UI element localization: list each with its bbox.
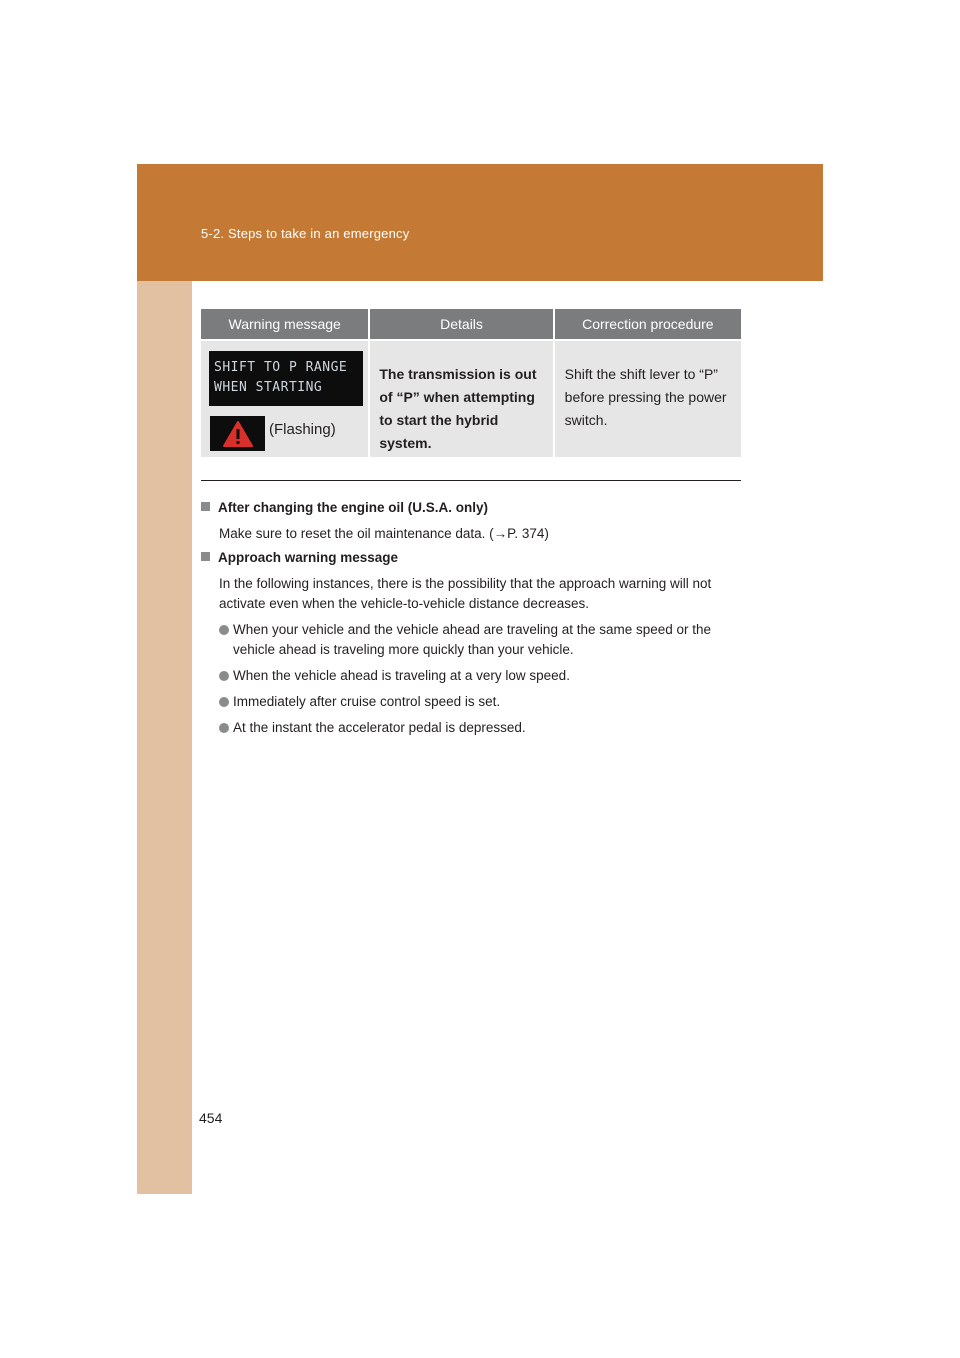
bullet-dot-icon bbox=[219, 697, 229, 707]
correction-cell bbox=[555, 339, 741, 457]
details-text: The transmission is out of “P” when attempting to start the hybrid system. bbox=[379, 366, 537, 451]
bullet-dot-icon bbox=[219, 625, 229, 635]
table-header bbox=[201, 309, 741, 339]
correction-text: Shift the shift lever to “P” before pressing the power switch. bbox=[564, 366, 727, 428]
display-line-2: WHEN STARTING bbox=[214, 380, 323, 395]
section-title: 5-2. Steps to take in an emergency bbox=[201, 226, 410, 241]
warning-triangle-icon bbox=[210, 416, 265, 451]
note-body-oil: Make sure to reset the oil maintenance data. (→P. 374) bbox=[219, 526, 549, 541]
square-bullet-icon bbox=[201, 502, 210, 511]
header-details: Details bbox=[370, 309, 554, 339]
page-number: 454 bbox=[199, 1110, 223, 1126]
note-heading-text: Approach warning message bbox=[218, 550, 399, 565]
display-line-1: SHIFT TO P RANGE bbox=[214, 360, 348, 375]
bullet-dot-icon bbox=[219, 671, 229, 681]
list-item-text: Immediately after cruise control speed is set. bbox=[233, 694, 501, 709]
side-band bbox=[137, 164, 192, 1194]
warning-table bbox=[201, 309, 741, 457]
note-body-approach: In the following instances, there is the possibility that the approach warning will not activate even when the vehicle-to-vehicle distance decreases. bbox=[219, 576, 712, 611]
notes bbox=[201, 498, 746, 738]
list-item bbox=[201, 620, 746, 660]
note-heading-oil bbox=[201, 498, 746, 518]
warning-message-cell bbox=[201, 339, 370, 457]
list-item bbox=[201, 718, 746, 738]
header-warning-message: Warning message bbox=[201, 309, 370, 339]
list-item-text: When the vehicle ahead is traveling at a very low speed. bbox=[233, 668, 570, 683]
details-cell bbox=[370, 339, 554, 457]
multi-info-display bbox=[209, 351, 363, 406]
bullet-dot-icon bbox=[219, 723, 229, 733]
table-row bbox=[201, 339, 741, 457]
list-item-text: At the instant the accelerator pedal is depressed. bbox=[233, 720, 526, 735]
square-bullet-icon bbox=[201, 552, 210, 561]
section-divider bbox=[201, 480, 741, 481]
note-heading-text: After changing the engine oil (U.S.A. only) bbox=[218, 500, 489, 515]
header-correction-procedure: Correction procedure bbox=[582, 316, 714, 332]
list-item bbox=[201, 692, 746, 712]
note-heading-approach bbox=[201, 548, 746, 568]
header-bar bbox=[137, 164, 823, 281]
list-item bbox=[201, 666, 746, 686]
flashing-label: (Flashing) bbox=[269, 421, 336, 438]
list-item-text: When your vehicle and the vehicle ahead are traveling at the same speed or the vehicle ahead is traveling more quickly than your vehicle. bbox=[233, 622, 712, 657]
